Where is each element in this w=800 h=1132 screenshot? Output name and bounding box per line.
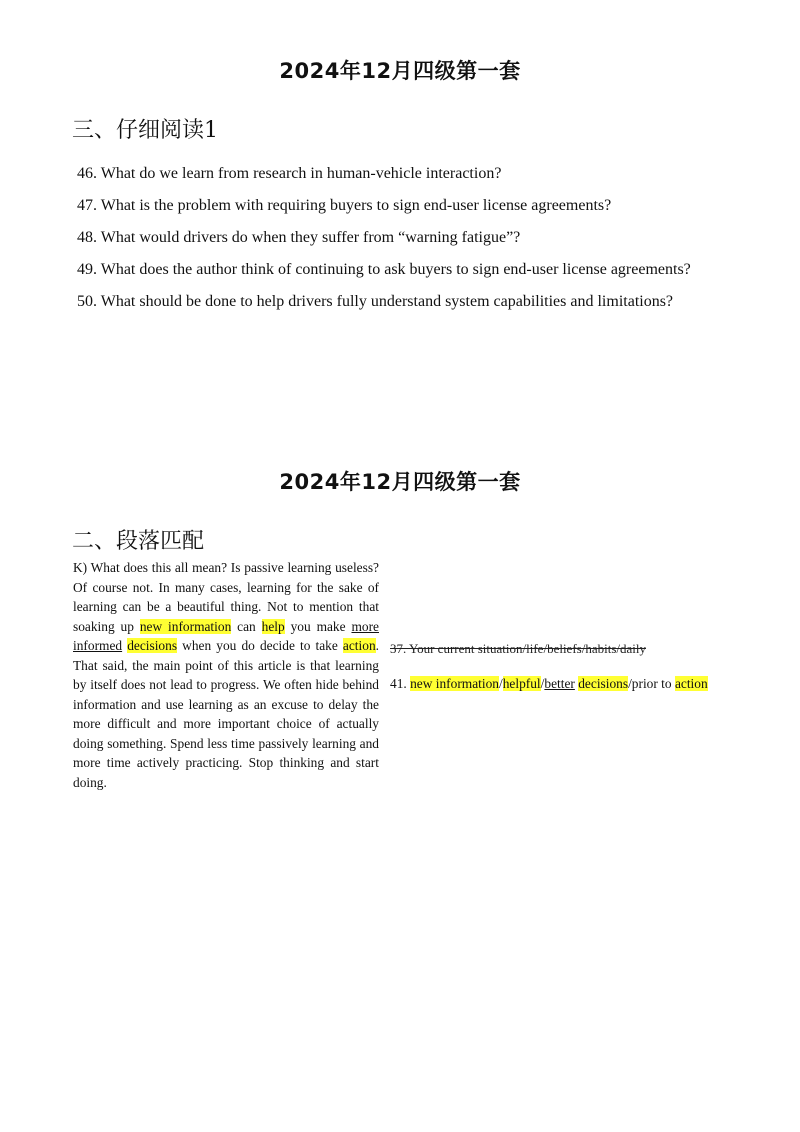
text-run: can — [231, 618, 262, 634]
passage-paragraph-k — [73, 558, 379, 792]
question-list — [77, 158, 712, 318]
highlight-action: action — [674, 676, 708, 691]
text-run: you make — [284, 618, 352, 634]
page-title: 2024年12月四级第一套 — [279, 59, 521, 83]
section-heading-2: 二、段落匹配 — [72, 529, 205, 554]
text-run: /prior to — [628, 676, 675, 691]
question-48: 48. What would drivers do when they suffer from “warning fatigue”? — [77, 229, 521, 246]
page-title-2: 2024年12月四级第一套 — [279, 470, 521, 494]
underline-better: better — [544, 676, 575, 691]
highlight-help: help — [261, 618, 285, 634]
separator: / — [498, 676, 503, 691]
answer-note-37: 37. Your current situation/life/beliefs/habits/daily — [390, 641, 646, 656]
question-46: 46. What do we learn from research in human-vehicle interaction? — [77, 165, 502, 182]
section-heading: 三、仔细阅读1 — [72, 118, 218, 143]
highlight-action: action — [342, 638, 376, 653]
question-47: 47. What is the problem with requiring buyers to sign end-user license agreements? — [77, 197, 612, 214]
separator: / — [540, 676, 545, 691]
highlight-decisions: decisions — [127, 638, 178, 653]
highlight-helpful: helpful — [502, 676, 541, 691]
underline-more-informed: more informed — [73, 618, 379, 653]
question-49: 49. What does the author think of continuing to ask buyers to sign end-user license agreements? — [77, 261, 691, 278]
answer-note-41 — [390, 676, 708, 692]
question-50: 50. What should be done to help drivers fully understand system capabilities and limitations? — [77, 293, 674, 310]
highlight-decisions: decisions — [578, 676, 629, 691]
highlight-new-information: new information — [139, 618, 232, 634]
text-run: . That said, the main point of this article is that learning by itself does not lead to progress. We often hide behind information and use learning as an excuse to delay the more difficult and more important choice of actually doing something. Spend less time passively learning and more time actively practicing. Stop thinking and start doing. — [73, 638, 379, 790]
text-run: K) What does this all mean? Is passive learning useless? Of course not. In many cases, learning for the sake of learning can be a beautiful thing. Not to mention that soaking up — [73, 560, 379, 634]
text-run: when you do decide to take — [177, 638, 343, 653]
note-number: 41. — [390, 676, 411, 691]
highlight-new-information: new information — [410, 676, 499, 691]
